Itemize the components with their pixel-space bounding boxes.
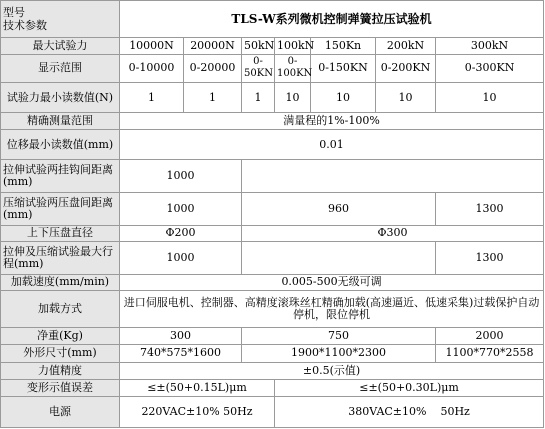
min-reading-value: 1: [120, 82, 184, 113]
net-weight-value: 300: [120, 327, 242, 344]
min-reading-value: 10: [376, 82, 436, 113]
deformation-error-value: ≤±(50+0.15L)μm: [120, 379, 275, 396]
min-displacement-value: 0.01: [120, 129, 544, 160]
loading-speed-row: [1, 274, 544, 290]
compression-distance-label: 压缩试验两压盘间距离(mm): [1, 193, 120, 226]
corner-model-label: 型号: [3, 5, 25, 19]
min-displacement-row: [1, 129, 544, 160]
max-stroke-value: 1000: [120, 242, 242, 275]
net-weight-value: 2000: [436, 327, 544, 344]
display-range-row: [1, 55, 544, 83]
min-displacement-label: 位移最小读数值(mm): [1, 129, 120, 160]
compression-distance-value: 1000: [120, 193, 242, 226]
accuracy-range-value: 满量程的1%-100%: [120, 113, 544, 129]
max-force-value: 150Kn: [311, 37, 376, 54]
dimensions-value: 1900*1100*2300: [242, 345, 436, 362]
power-value: 220VAC±10% 50Hz: [120, 397, 275, 428]
min-reading-value: 10: [311, 82, 376, 113]
max-force-value: 100kN: [275, 37, 311, 54]
display-range-value: 0-300KN: [436, 55, 544, 83]
tension-distance-empty: [242, 160, 544, 193]
net-weight-value: 750: [242, 327, 436, 344]
deformation-error-row: [1, 379, 544, 396]
max-stroke-row: [1, 242, 544, 275]
loading-method-label: 加载方式: [1, 291, 120, 328]
display-range-value: 0-20000: [184, 55, 242, 83]
accuracy-range-row: [1, 113, 544, 129]
platen-diameter-label: 上下压盘直径: [1, 225, 120, 241]
dimensions-value: 1100*770*2558: [436, 345, 544, 362]
tension-distance-value: 1000: [120, 160, 242, 193]
display-range-value: 0-100KN: [275, 55, 311, 83]
tension-distance-row: [1, 160, 544, 193]
display-range-label: 显示范围: [1, 55, 120, 83]
max-stroke-value: 1300: [436, 242, 544, 275]
display-range-value: 0-200KN: [376, 55, 436, 83]
title-row: [1, 1, 544, 38]
loading-speed-value: 0.005-500无级可调: [120, 274, 544, 290]
max-stroke-empty: [242, 242, 436, 275]
power-value: 380VAC±10% 50Hz: [275, 397, 544, 428]
platen-diameter-value: Φ300: [242, 225, 544, 241]
min-reading-value: 1: [242, 82, 275, 113]
platen-diameter-row: [1, 225, 544, 241]
min-reading-row: [1, 82, 544, 113]
compression-distance-value: 960: [242, 193, 436, 226]
min-reading-value: 1: [184, 82, 242, 113]
table-title: TLS-W系列微机控制弹簧拉压试验机: [120, 1, 544, 38]
corner-cell: [1, 1, 120, 38]
dimensions-value: 740*575*1600: [120, 345, 242, 362]
power-label: 电源: [1, 397, 120, 428]
compression-distance-value: 1300: [436, 193, 544, 226]
min-reading-label: 试验力最小读数值(N): [1, 82, 120, 113]
loading-method-value: 进口伺服电机、控制器、高精度滚珠丝杠精确加载(高速逼近、低速采集)过载保护自动停机，限位停机: [120, 291, 544, 328]
loading-method-row: [1, 291, 544, 328]
platen-diameter-value: Φ200: [120, 225, 242, 241]
max-force-value: 300kN: [436, 37, 544, 54]
max-force-row: [1, 37, 544, 54]
min-reading-value: 10: [436, 82, 544, 113]
corner-params-label: 技术参数: [3, 18, 47, 32]
net-weight-label: 净重(Kg): [1, 327, 120, 344]
dimensions-label: 外形尺寸(mm): [1, 345, 120, 362]
display-range-value: 0-150KN: [311, 55, 376, 83]
force-accuracy-label: 力值精度: [1, 362, 120, 379]
max-stroke-label: 拉伸及压缩试验最大行程(mm): [1, 242, 120, 275]
accuracy-range-label: 精确测量范围: [1, 113, 120, 129]
deformation-error-label: 变形示值误差: [1, 379, 120, 396]
min-reading-value: 10: [275, 82, 311, 113]
max-force-value: 200kN: [376, 37, 436, 54]
display-range-value: 0-50KN: [242, 55, 275, 83]
max-force-label: 最大试验力: [1, 37, 120, 54]
compression-distance-row: [1, 193, 544, 226]
tension-distance-label: 拉伸试验两挂钩间距离(mm): [1, 160, 120, 193]
power-row: [1, 397, 544, 428]
force-accuracy-row: [1, 362, 544, 379]
display-range-value: 0-10000: [120, 55, 184, 83]
max-force-value: 20000N: [184, 37, 242, 54]
deformation-error-value: ≤±(50+0.30L)μm: [275, 379, 544, 396]
net-weight-row: [1, 327, 544, 344]
loading-speed-label: 加载速度(mm/min): [1, 274, 120, 290]
max-force-value: 50kN: [242, 37, 275, 54]
dimensions-row: [1, 345, 544, 362]
max-force-value: 10000N: [120, 37, 184, 54]
force-accuracy-value: ±0.5(示值): [120, 362, 544, 379]
